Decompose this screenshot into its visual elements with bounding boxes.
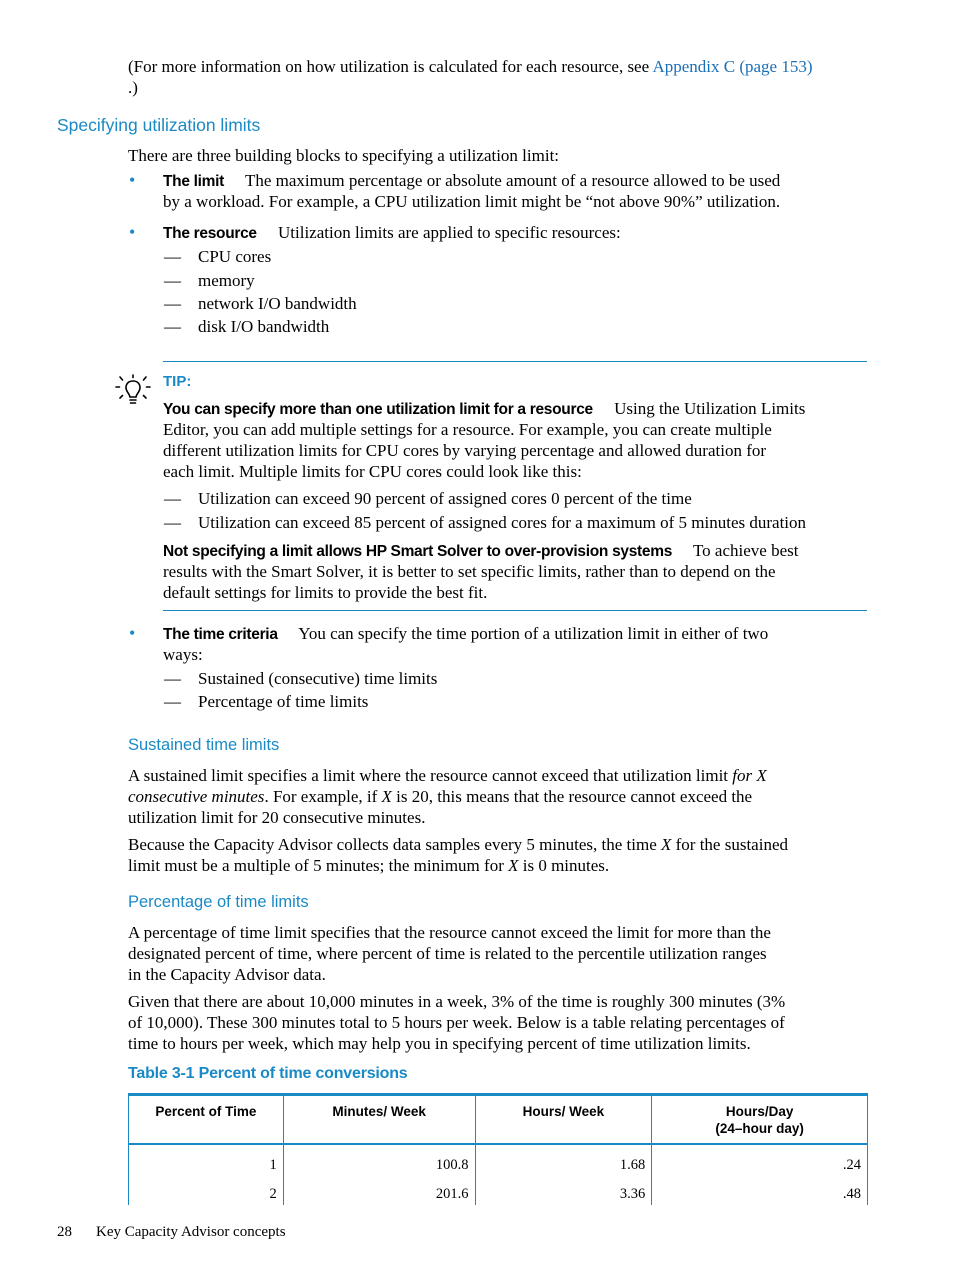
lead-paragraph: There are three building blocks to specifying a utilization limit: xyxy=(128,146,560,165)
list-item: — network I/O bandwidth xyxy=(164,294,357,313)
table-row xyxy=(129,1144,868,1176)
bullet-limit-line2: by a workload. For example, a CPU utilization limit might be “not above 90%” utilization. xyxy=(163,192,781,211)
bullet-time: The time criteria You can specify the time portion of a utilization limit in either of two xyxy=(163,624,769,643)
tip-paragraph-1-line: different utilization limits for CPU cores by varying percentage and allowed duration for xyxy=(163,441,767,460)
percentage-paragraph-2-line: of 10,000). These 300 minutes total to 5 hours per week. Below is a table relating percentages of xyxy=(128,1013,785,1032)
term-limit: The limit xyxy=(163,173,225,190)
tip-paragraph-1: You can specify more than one utilization limit for a resource Using the Utilization Limits xyxy=(163,399,806,418)
sustained-paragraph-1-line: utilization limit for 20 consecutive minutes. xyxy=(128,808,426,827)
intro-paragraph: (For more information on how utilization is calculated for each resource, see Appendix C (page 153) xyxy=(128,57,813,76)
intro-paragraph-end: .) xyxy=(128,78,138,97)
term-time: The time criteria xyxy=(163,626,278,643)
tip-paragraph-1-line: Editor, you can add multiple settings for a resource. For example, you can create multiple xyxy=(163,420,772,439)
bullet-resource: The resource Utilization limits are applied to specific resources: xyxy=(163,223,621,242)
tip-bottom-rule xyxy=(163,610,867,611)
subheading-sustained: Sustained time limits xyxy=(128,736,280,754)
conversion-table xyxy=(128,1093,868,1205)
table-cell: .24 xyxy=(652,1144,868,1176)
sustained-paragraph-2-line: limit must be a multiple of 5 minutes; the minimum for X is 0 minutes. xyxy=(128,856,610,875)
list-item: — disk I/O bandwidth xyxy=(164,317,330,336)
bullet-limit: The limit The maximum percentage or absolute amount of a resource allowed to be used xyxy=(163,171,781,190)
table-cell: 201.6 xyxy=(283,1176,475,1205)
list-item: — CPU cores xyxy=(164,247,272,266)
list-item: — Utilization can exceed 90 percent of assigned cores 0 percent of the time xyxy=(164,489,692,508)
tip-paragraph-2-line: results with the Smart Solver, it is better to set specific limits, rather than to depend on the xyxy=(163,562,776,581)
table-cell: 100.8 xyxy=(283,1144,475,1176)
sustained-paragraph-1-line: consecutive minutes. For example, if X is 20, this means that the resource cannot exceed the xyxy=(128,787,753,806)
table-caption: Table 3-1 Percent of time conversions xyxy=(128,1065,408,1082)
header-hours-week: Hours/ Week xyxy=(475,1095,652,1145)
bullet-icon: • xyxy=(129,222,136,242)
header-minutes: Minutes/ Week xyxy=(283,1095,475,1145)
bullet-icon: • xyxy=(129,623,136,643)
header-percent: Percent of Time xyxy=(129,1095,284,1145)
percentage-paragraph-1-line: designated percent of time, where percent of time is related to the percentile utilization ranges xyxy=(128,944,767,963)
bullet-icon: • xyxy=(129,170,136,190)
list-item: — Utilization can exceed 85 percent of assigned cores for a maximum of 5 minutes duration xyxy=(164,513,807,532)
tip-paragraph-2-line: default settings for limits to provide the best fit. xyxy=(163,583,488,602)
subheading-percentage: Percentage of time limits xyxy=(128,893,309,911)
lightbulb-icon xyxy=(114,373,152,411)
table-cell: 1.68 xyxy=(475,1144,652,1176)
header-hours-day: Hours/Day (24–hour day) xyxy=(652,1095,868,1145)
table-cell: 3.36 xyxy=(475,1176,652,1205)
table-cell: 2 xyxy=(129,1176,284,1205)
bullet-time-line2: ways: xyxy=(163,645,203,664)
tip-term-2: Not specifying a limit allows HP Smart Solver to over-provision systems xyxy=(163,543,673,560)
chapter-title: Key Capacity Advisor concepts xyxy=(96,1224,286,1240)
table-header-row xyxy=(129,1095,868,1145)
section-heading: Specifying utilization limits xyxy=(57,115,261,135)
term-resource: The resource xyxy=(163,225,257,242)
tip-top-rule xyxy=(163,361,867,362)
appendix-link[interactable]: Appendix C (page 153) xyxy=(652,57,813,76)
sustained-paragraph-1: A sustained limit specifies a limit where the resource cannot exceed that utilization limit for X xyxy=(128,766,767,785)
percentage-paragraph-2-line: time to hours per week, which may help you in specifying percent of time utilization limits. xyxy=(128,1034,751,1053)
percentage-paragraph-1: A percentage of time limit specifies that the resource cannot exceed the limit for more than the xyxy=(128,923,771,942)
tip-paragraph-1-line: each limit. Multiple limits for CPU cores could look like this: xyxy=(163,462,582,481)
table-cell: 1 xyxy=(129,1144,284,1176)
percentage-paragraph-1-line: in the Capacity Advisor data. xyxy=(128,965,326,984)
list-item: — Percentage of time limits xyxy=(164,692,369,711)
tip-paragraph-2: Not specifying a limit allows HP Smart Solver to over-provision systems To achieve best xyxy=(163,541,799,560)
tip-term-1: You can specify more than one utilization limit for a resource xyxy=(163,401,593,418)
percentage-paragraph-2: Given that there are about 10,000 minutes in a week, 3% of the time is roughly 300 minutes (3% xyxy=(128,992,786,1011)
page-number: 28 xyxy=(57,1224,72,1240)
table-cell: .48 xyxy=(652,1176,868,1205)
list-item: — Sustained (consecutive) time limits xyxy=(164,669,438,688)
sustained-paragraph-2: Because the Capacity Advisor collects data samples every 5 minutes, the time X for the sustained xyxy=(128,835,788,854)
tip-label: TIP: xyxy=(163,373,192,390)
table-row xyxy=(129,1176,868,1205)
list-item: — memory xyxy=(164,271,255,290)
